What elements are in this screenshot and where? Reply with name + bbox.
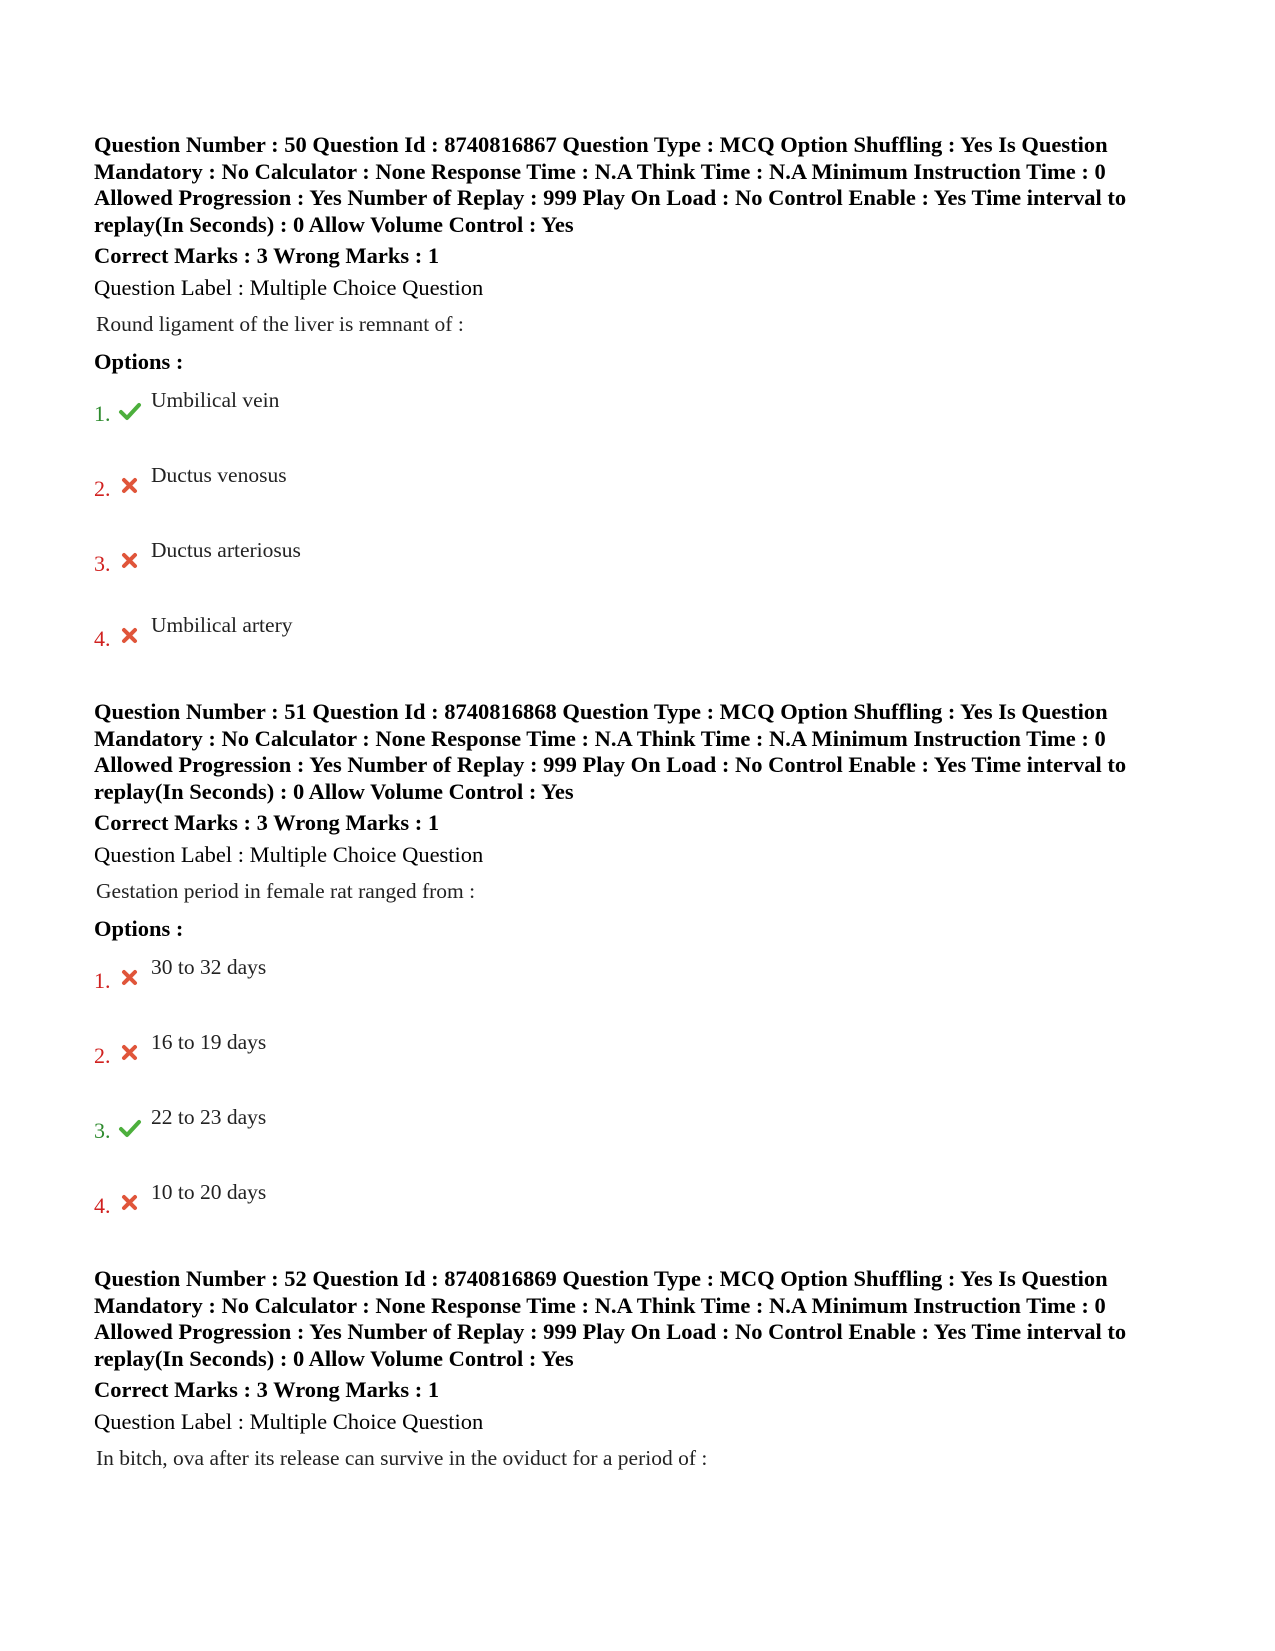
options-list — [94, 954, 1184, 1254]
option-item — [94, 462, 1184, 537]
check-icon — [118, 399, 142, 423]
question-block-51 — [94, 699, 1184, 1254]
option-text: 22 to 23 days — [151, 1105, 267, 1129]
option-number: 1. — [94, 968, 111, 993]
option-text: Umbilical vein — [151, 388, 280, 412]
option-number: 3. — [94, 1118, 111, 1143]
question-text: Round ligament of the liver is remnant of : — [96, 312, 464, 336]
option-number: 2. — [94, 1043, 111, 1068]
option-number: 3. — [94, 551, 111, 576]
question-meta: Question Number : 52 Question Id : 8740816869 Question Type : MCQ Option Shuffling : Yes Is Question Mandatory : No Calculator : None Response Time : N.A Think Time : N.A Minimum Instruction Time : 0 Allowed Progression : Yes Number of Replay : 999 Play On Load : No Control Enable : Yes Time interval to replay(In Seconds) : 0 Allow Volume Control : Yes — [94, 1266, 1127, 1371]
option-text: Ductus venosus — [151, 463, 287, 487]
cross-icon — [118, 1041, 142, 1065]
question-label: Question Label : Multiple Choice Question — [94, 842, 484, 867]
question-meta: Question Number : 51 Question Id : 8740816868 Question Type : MCQ Option Shuffling : Yes Is Question Mandatory : No Calculator : None Response Time : N.A Think Time : N.A Minimum Instruction Time : 0 Allowed Progression : Yes Number of Replay : 999 Play On Load : No Control Enable : Yes Time interval to replay(In Seconds) : 0 Allow Volume Control : Yes — [94, 699, 1127, 804]
option-text: Umbilical artery — [151, 613, 293, 637]
option-number: 4. — [94, 626, 111, 651]
question-label: Question Label : Multiple Choice Question — [94, 1409, 484, 1434]
options-heading: Options : — [94, 916, 184, 941]
option-number: 4. — [94, 1193, 111, 1218]
option-number: 2. — [94, 476, 111, 501]
cross-icon — [118, 624, 142, 648]
question-block-52 — [94, 1266, 1184, 1471]
option-item — [94, 612, 1184, 687]
question-marks: Correct Marks : 3 Wrong Marks : 1 — [94, 243, 440, 268]
option-text: 30 to 32 days — [151, 955, 267, 979]
options-list — [94, 387, 1184, 687]
option-number: 1. — [94, 401, 111, 426]
option-item — [94, 1029, 1184, 1104]
option-text: 16 to 19 days — [151, 1030, 267, 1054]
check-icon — [118, 1116, 142, 1140]
cross-icon — [118, 966, 142, 990]
question-text: In bitch, ova after its release can survive in the oviduct for a period of : — [96, 1446, 708, 1470]
option-item — [94, 387, 1184, 462]
option-text: Ductus arteriosus — [151, 538, 301, 562]
cross-icon — [118, 1191, 142, 1215]
question-text: Gestation period in female rat ranged from : — [96, 879, 476, 903]
option-item — [94, 1104, 1184, 1179]
question-label: Question Label : Multiple Choice Question — [94, 275, 484, 300]
cross-icon — [118, 474, 142, 498]
cross-icon — [118, 549, 142, 573]
question-meta: Question Number : 50 Question Id : 8740816867 Question Type : MCQ Option Shuffling : Yes Is Question Mandatory : No Calculator : None Response Time : N.A Think Time : N.A Minimum Instruction Time : 0 Allowed Progression : Yes Number of Replay : 999 Play On Load : No Control Enable : Yes Time interval to replay(In Seconds) : 0 Allow Volume Control : Yes — [94, 132, 1127, 237]
question-block-50 — [94, 132, 1184, 687]
option-text: 10 to 20 days — [151, 1180, 267, 1204]
question-marks: Correct Marks : 3 Wrong Marks : 1 — [94, 1377, 440, 1402]
option-item — [94, 954, 1184, 1029]
option-item — [94, 537, 1184, 612]
question-marks: Correct Marks : 3 Wrong Marks : 1 — [94, 810, 440, 835]
options-heading: Options : — [94, 349, 184, 374]
option-item — [94, 1179, 1184, 1254]
